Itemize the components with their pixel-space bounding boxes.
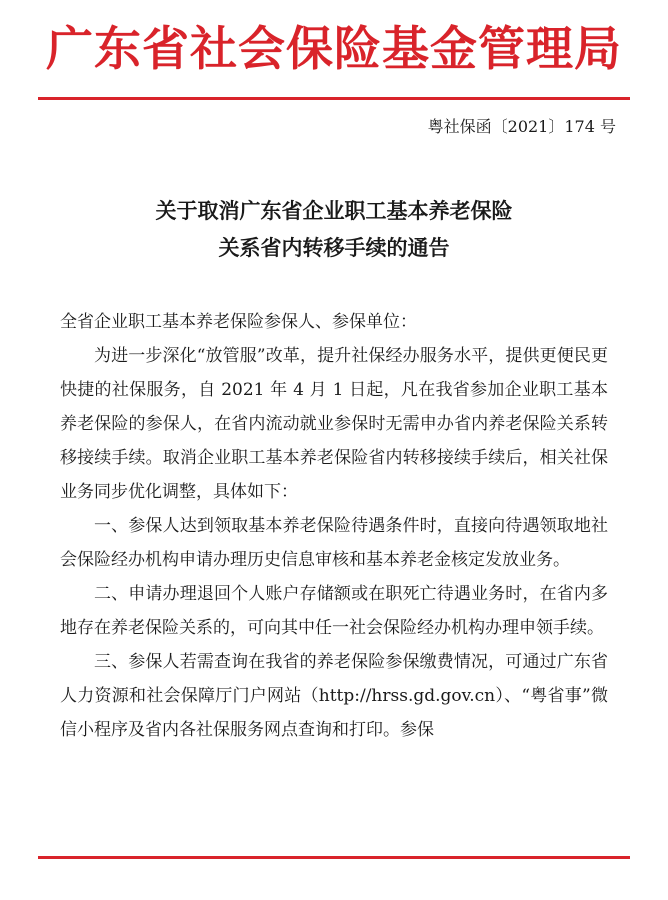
document-title-line-2: 关系省内转移手续的通告 <box>218 235 450 260</box>
salutation: 全省企业职工基本养老保险参保人、参保单位： <box>60 312 417 332</box>
org-masthead: 广东省社会保险基金管理局 <box>46 22 622 77</box>
masthead-red-rule <box>38 97 630 100</box>
footer-red-rule <box>38 856 630 859</box>
body-paragraph-item-3: 三、参保人若需查询在我省的养老保险参保缴费情况，可通过广东省人力资源和社会保障厅门户网站（http://hrss.gd.gov.cn）、“粤省事”微信小程序及省内各社保服务网点查询和打印。参保 <box>60 652 608 740</box>
document-title-line-1: 关于取消广东省企业职工基本养老保险 <box>155 198 513 223</box>
body-paragraph-item-1: 一、参保人达到领取基本养老保险待遇条件时，直接向待遇领取地社会保险经办机构申请办理历史信息审核和基本养老金核定发放业务。 <box>60 516 608 570</box>
document-body <box>60 305 608 747</box>
body-paragraph-intro: 为进一步深化“放管服”改革，提升社保经办服务水平，提供更便民更快捷的社保服务，自 2021 年 4 月 1 日起，凡在我省参加企业职工基本养老保险的参保人，在省内流动就业参保时无需申办省内养老保险关系转移接续手续。取消企业职工基本养老保险省内转移接续手续后，相关社保业务同步优化调整，具体如下： <box>60 346 608 502</box>
document-number: 粤社保函〔2021〕174 号 <box>427 117 616 136</box>
body-paragraph-item-2: 二、申请办理退回个人账户存储额或在职死亡待遇业务时，在省内多地存在养老保险关系的，可向其中任一社会保险经办机构办理申领手续。 <box>60 584 608 638</box>
